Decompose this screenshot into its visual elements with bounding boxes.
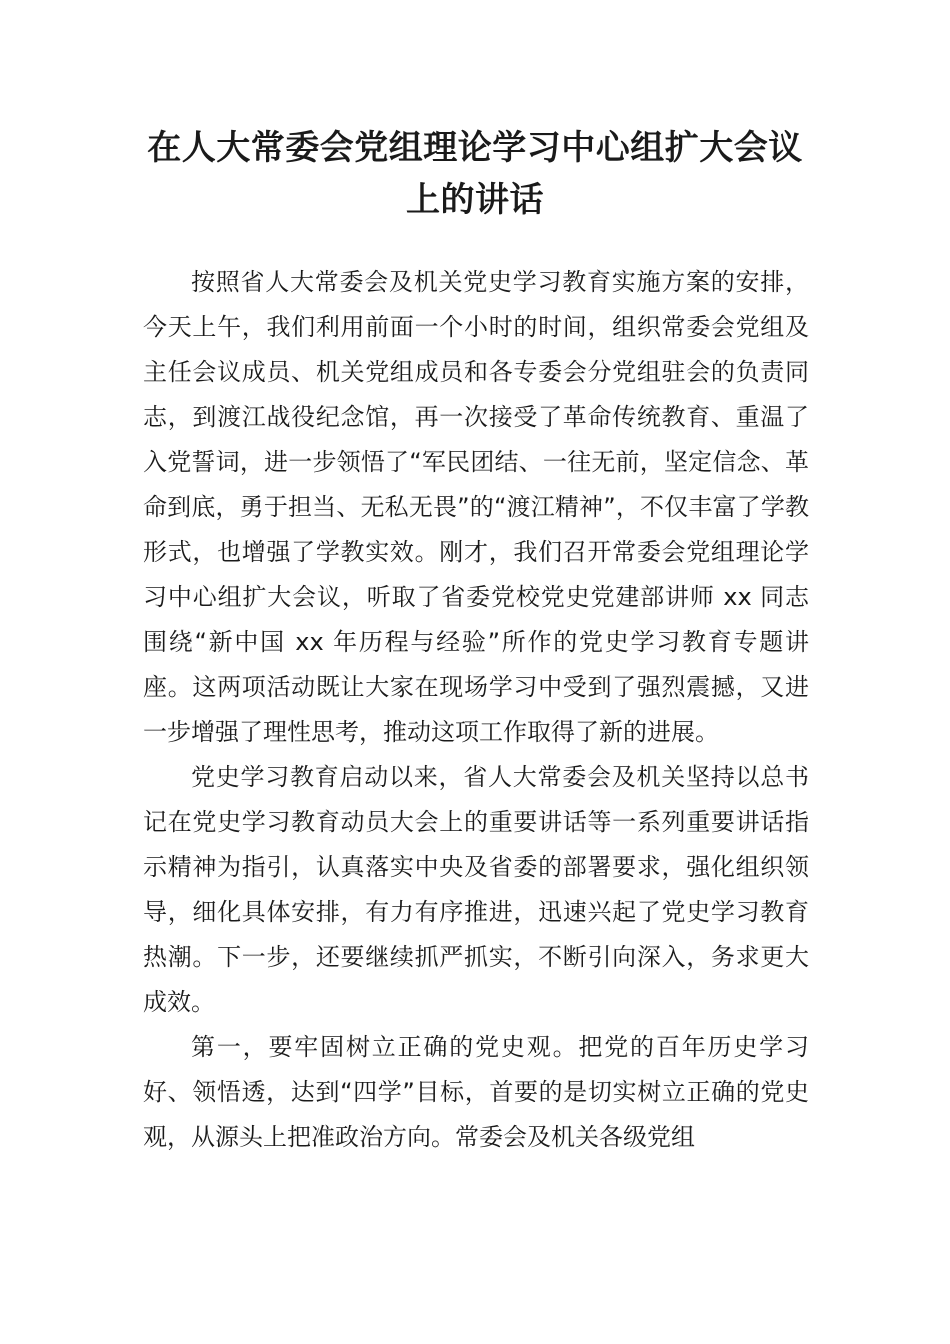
paragraph-2: 党史学习教育启动以来，省人大常委会及机关坚持以总书记在党史学习教育动员大会上的重要讲话等一系列重要讲话指示精神为指引，认真落实中央及省委的部署要求，强化组织领导，细化具体安排，有力有序推进，迅速兴起了党史学习教育热潮。下一步，还要继续抓严抓实，不断引向深入，务求更大成效。 [143, 763, 809, 1016]
paragraph-1: 按照省人大常委会及机关党史学习教育实施方案的安排，今天上午，我们利用前面一个小时的时间，组织常委会党组及主任会议成员、机关党组成员和各专委会分党组驻会的负责同志，到渡江战役纪念馆，再一次接受了革命传统教育、重温了入党誓词，进一步领悟了“军民团结、一往无前，坚定信念、革命到底，勇于担当、无私无畏”的“渡江精神”，不仅丰富了学教形式，也增强了学教实效。刚才，我们召开常委会党组理论学习中心组扩大会议，听取了省委党校党史党建部讲师 xx 同志围绕“新中国 xx 年历程与经验”所作的党史学习教育专题讲座。这两项活动既让大家在现场学习中受到了强烈震撼，又进一步增强了理性思考，推动这项工作取得了新的进展。 [143, 268, 809, 746]
paragraph-3: 第一，要牢固树立正确的党史观。把党的百年历史学习好、领悟透，达到“四学”目标，首要的是切实树立正确的党史观，从源头上把准政治方向。常委会及机关各级党组 [143, 1033, 809, 1151]
document-body [143, 260, 809, 1160]
document-title: 在人大常委会党组理论学习中心组扩大会议上的讲话 [147, 128, 803, 220]
